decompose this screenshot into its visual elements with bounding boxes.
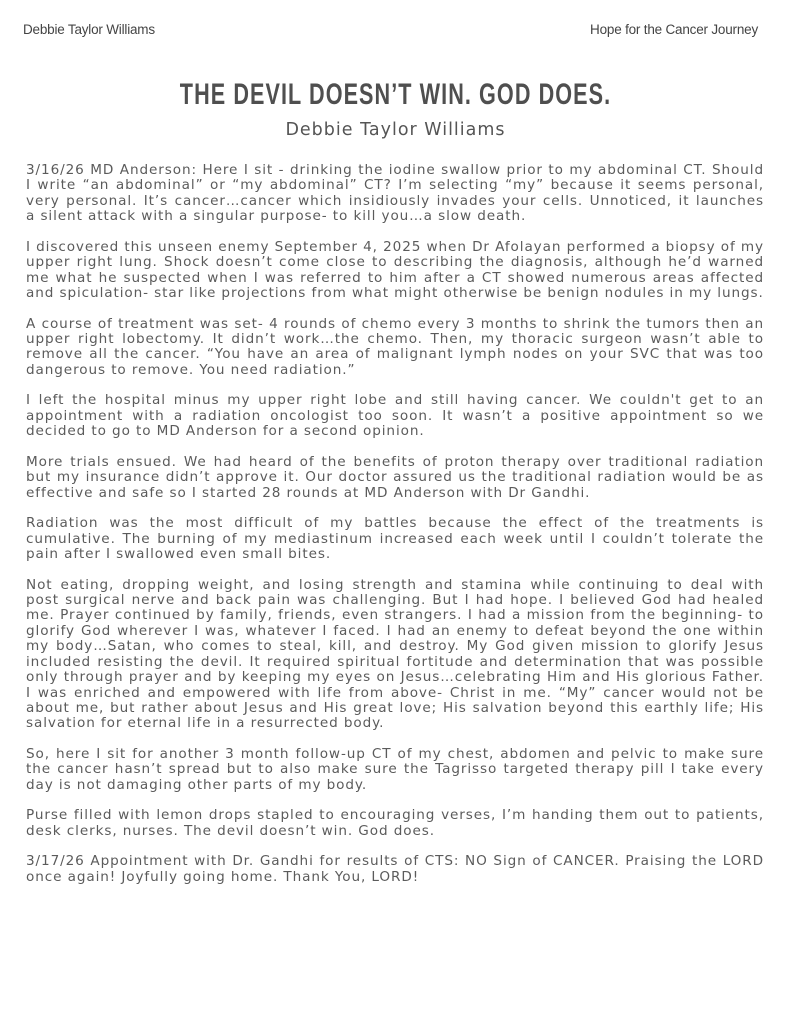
paragraph-results: 3/17/26 Appointment with Dr. Gandhi for results of CTS: NO Sign of CANCER. Praising the LORD once again! Joyfully going home. Thank You, LORD! — [26, 853, 764, 885]
page-header-series: Hope for the Cancer Journey — [590, 22, 758, 37]
article-author: Debbie Taylor Williams — [285, 120, 506, 140]
paragraph-intro: 3/16/26 MD Anderson: Here I sit - drinking the iodine swallow prior to my abdominal CT. Should I write “an abdominal” or “my abdominal” CT? I’m selecting “my” because it seems personal, very personal. It’s cancer…cancer which insidiously invades your cells. Unnoticed, it launches a silent attack with a singular purpose- to kill you…a slow death. — [26, 162, 764, 225]
paragraph-hospital: I left the hospital minus my upper right lobe and still having cancer. We couldn't get to an appointment with a radiation oncologist too soon. It wasn’t a positive appointment so we decided to go to MD Anderson for a second opinion. — [26, 392, 764, 440]
article-body — [26, 163, 764, 900]
article-title: THE DEVIL DOESN’T WIN. GOD DOES. — [179, 78, 612, 111]
page-header-author: Debbie Taylor Williams — [23, 22, 155, 37]
paragraph-trials: More trials ensued. We had heard of the benefits of proton therapy over traditional radiation but my insurance didn’t approve it. Our doctor assured us the traditional radiation would be as effective and safe so I started 28 rounds at MD Anderson with Dr Gandhi. — [26, 453, 764, 501]
paragraph-follow-up: So, here I sit for another 3 month follow-up CT of my chest, abdomen and pelvic to make sure the cancer hasn’t spread but to also make sure the Tagrisso targeted therapy pill I take every day is not damaging other parts of my body. — [26, 745, 764, 793]
paragraph-discovery: I discovered this unseen enemy September 4, 2025 when Dr Afolayan performed a biopsy of my upper right lung. Shock doesn’t come close to describing the diagnosis, although he’d warned me what he suspected when I was referred to him after a CT showed numerous areas affected and spiculation- star like projections from what might otherwise be benign nodules in my lungs. — [26, 238, 764, 302]
paragraph-hope: Not eating, dropping weight, and losing strength and stamina while continuing to deal with post surgical nerve and back pain was challenging. But I had hope. I believed God had healed me. Prayer continued by family, friends, even strangers. I had a mission from the beginning- to glorify God wherever I was, whatever I faced. I had an enemy to defeat beyond the one within my body…Satan, who comes to steal, kill, and destroy. My God given mission to glorify Jesus included resisting the devil. It required spiritual fortitude and determination that was possible only through prayer and by keeping my eyes on Jesus…celebrating Him and His glorious Father. I was enriched and empowered with life from above- Christ in me. “My” cancer would not be about me, but rather about Jesus and His great love; His salvation beyond this earthly life; His salvation for eternal life in a resurrected body. — [26, 576, 764, 732]
paragraph-radiation: Radiation was the most difficult of my battles because the effect of the treatments is cumulative. The burning of my mediastinum increased each week until I couldn’t tolerate the pain after I swallowed even small bites. — [26, 515, 764, 563]
paragraph-lemon-drops: Purse filled with lemon drops stapled to encouraging verses, I’m handing them out to patients, desk clerks, nurses. The devil doesn’t win. God does. — [26, 807, 764, 839]
paragraph-treatment: A course of treatment was set- 4 rounds of chemo every 3 months to shrink the tumors then an upper right lobectomy. It didn’t work…the chemo. Then, my thoracic surgeon wasn’t able to remove all the cancer. “You have an area of malignant lymph nodes on your SVC that was too dangerous to remove. You need radiation.” — [26, 315, 764, 378]
